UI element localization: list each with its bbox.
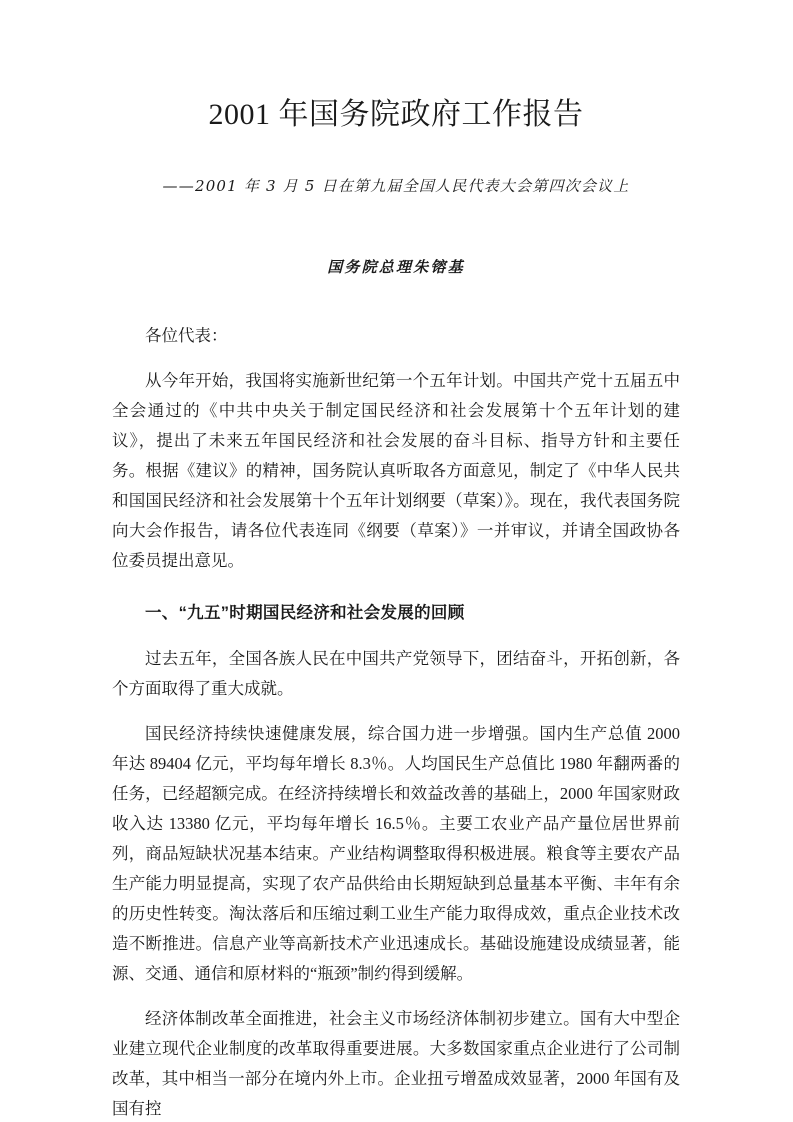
page-title: 2001 年国务院政府工作报告: [208, 98, 584, 131]
paragraph-review-overview: 过去五年，全国各族人民在中国共产党领导下，团结奋斗，开拓创新，各个方面取得了重大成就。: [112, 649, 680, 698]
section-heading-one: 一、“九五”时期国民经济和社会发展的回顾: [145, 604, 465, 622]
salutation: 各位代表：: [145, 326, 228, 345]
paragraph-economy-growth: 国民经济持续快速健康发展，综合国力进一步增强。国内生产总值 2000 年达 89404 亿元，平均每年增长 8.3％。人均国民生产总值比 1980 年翻两番的任务，已经超额完成。在经济持续增长和效益改善的基础上，2000 年国家财政收入达 13380 亿元，平均每年增长 16.5％。主要工农业产品产量位居世界前列，商品短缺状况基本结束。产业结构调整取得积极进展。粮食等主要农产品生产能力明显提高，实现了农产品供给由长期短缺到总量基本平衡、丰年有余的历史性转变。淘汰落后和压缩过剩工业生产能力取得成效，重点企业技术改造不断推进。信息产业等高新技术产业迅速成长。基础设施建设成绩显著，能源、交通、通信和原材料的“瓶颈”制约得到缓解。: [112, 724, 680, 983]
document-subtitle: ——2001 年 3 月 5 日在第九届全国人民代表大会第四次会议上: [162, 177, 630, 195]
document-content: [112, 0, 680, 1122]
paragraph-intro: 从今年开始，我国将实施新世纪第一个五年计划。中国共产党十五届五中全会通过的《中共中央关于制定国民经济和社会发展第十个五年计划的建议》，提出了未来五年国民经济和社会发展的奋斗目标、指导方针和主要任务。根据《建议》的精神，国务院认真听取各方面意见，制定了《中华人民共和国国民经济和社会发展第十个五年计划纲要（草案）》。现在，我代表国务院向大会作报告，请各位代表连同《纲要（草案）》一并审议，并请全国政协各位委员提出意见。: [112, 371, 680, 570]
paragraph-reform-progress: 经济体制改革全面推进，社会主义市场经济体制初步建立。国有大中型企业建立现代企业制度的改革取得重要进展。大多数国家重点企业进行了公司制改革，其中相当一部分在境内外上市。企业扭亏增盈成效显著，2000 年国有及国有控: [112, 1009, 680, 1118]
document-author: 国务院总理朱镕基: [327, 258, 465, 276]
